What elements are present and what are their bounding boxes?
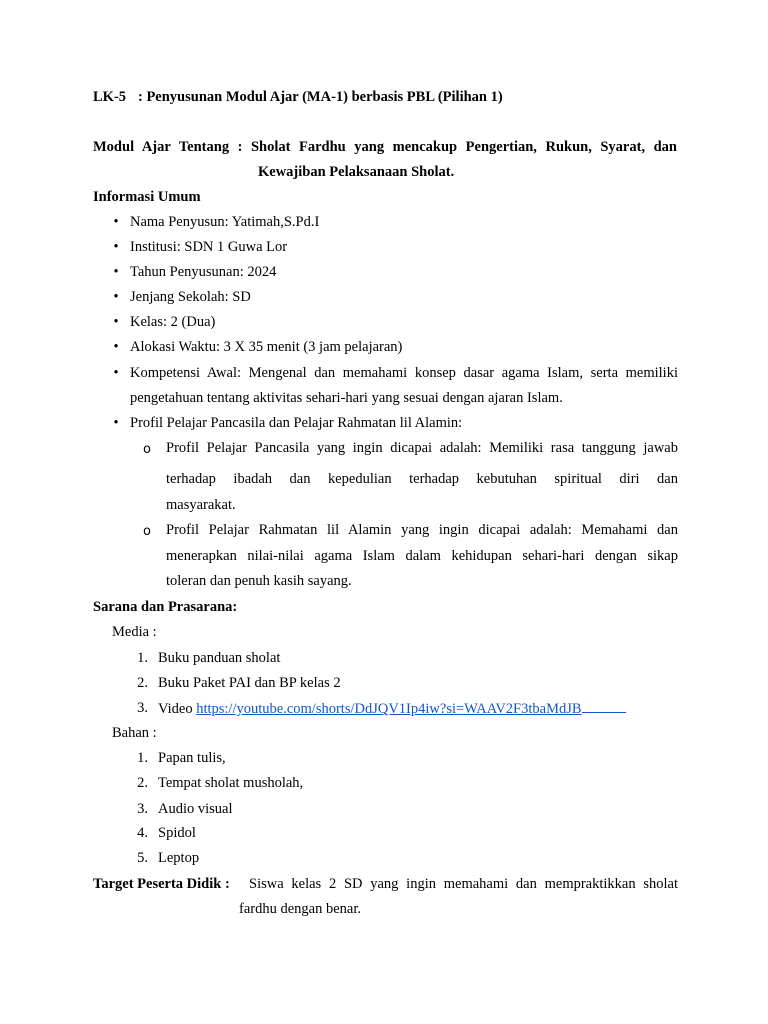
kompetensi-awal-line2: pengetahuan tentang aktivitas sehari-hari yang sesuai dengan ajaran Islam. (130, 390, 563, 406)
bahan-item: Papan tulis, (158, 750, 226, 766)
profil-heading: Profil Pelajar Pancasila dan Pelajar Rahmatan lil Alamin: (130, 415, 463, 431)
target-label: Target Peserta Didik : (93, 876, 230, 892)
target-line2: fardhu dengan benar. (239, 901, 361, 917)
list-number: 5. (137, 850, 148, 866)
list-number: 1. (137, 750, 148, 766)
info-item: Jenjang Sekolah: SD (130, 289, 251, 305)
profil-rahmatan-line3: toleran dan penuh kasih sayang. (166, 573, 352, 589)
profil-rahmatan-line1: Profil Pelajar Rahmatan lil Alamin yang ingin dicapai adalah: Memahami dan (166, 522, 678, 538)
bahan-item: Tempat sholat musholah, (158, 775, 304, 791)
circle-bullet-icon: o (143, 442, 151, 457)
info-item: Institusi: SDN 1 Guwa Lor (130, 239, 288, 255)
bahan-item: Leptop (158, 850, 200, 866)
circle-bullet-icon: o (143, 524, 151, 539)
list-number: 1. (137, 650, 148, 666)
list-number: 4. (137, 825, 148, 841)
target-line1: Siswa kelas 2 SD yang ingin memahami dan mempraktikkan sholat (249, 876, 678, 892)
module-title-line2: Kewajiban Pelaksanaan Sholat. (258, 164, 455, 180)
list-number: 3. (137, 801, 148, 817)
bullet-icon: • (113, 314, 119, 330)
info-item: Kelas: 2 (Dua) (130, 314, 216, 330)
bullet-icon: • (113, 415, 119, 431)
module-title-line1: Modul Ajar Tentang : Sholat Fardhu yang mencakup Pengertian, Rukun, Syarat, dan (93, 139, 677, 155)
bahan-item: Audio visual (158, 801, 233, 817)
bullet-icon: • (113, 239, 119, 255)
bullet-icon: • (113, 214, 119, 230)
media-item: Buku panduan sholat (158, 650, 281, 666)
lk-title: : Penyusunan Modul Ajar (MA-1) berbasis PBL (Pilihan 1) (138, 89, 503, 105)
list-number: 2. (137, 675, 148, 691)
lk-code: LK-5 (93, 89, 127, 105)
media-item: Buku Paket PAI dan BP kelas 2 (158, 675, 341, 691)
bullet-icon: • (113, 339, 119, 355)
link-underline (582, 699, 626, 713)
video-label: Video (158, 701, 193, 717)
info-item: Nama Penyusun: Yatimah,S.Pd.I (130, 214, 320, 230)
profil-rahmatan-line2: menerapkan nilai-nilai agama Islam dalam kehidupan sehari-hari dengan sikap (166, 548, 678, 564)
list-number: 2. (137, 775, 148, 791)
bahan-item: Spidol (158, 825, 196, 841)
profil-pancasila-line2: terhadap ibadah dan kepedulian terhadap kebutuhan spiritual diri dan (166, 471, 678, 487)
info-item: Alokasi Waktu: 3 X 35 menit (3 jam pelajaran) (130, 339, 403, 355)
video-link[interactable]: https://youtube.com/shorts/DdJQV1Ip4iw?si=WAAV2F3tbaMdJB (196, 701, 582, 717)
info-item: Tahun Penyusunan: 2024 (130, 264, 277, 280)
section-heading-sarana: Sarana dan Prasarana: (93, 599, 238, 615)
section-heading-informasi-umum: Informasi Umum (93, 189, 201, 205)
bahan-label: Bahan : (112, 725, 157, 741)
bullet-icon: • (113, 264, 119, 280)
profil-pancasila-line1: Profil Pelajar Pancasila yang ingin dicapai adalah: Memiliki rasa tanggung jawab (166, 440, 678, 456)
kompetensi-awal-line1: Kompetensi Awal: Mengenal dan memahami konsep dasar agama Islam, serta memiliki (130, 365, 678, 381)
media-label: Media : (112, 624, 157, 640)
bullet-icon: • (113, 365, 119, 381)
bullet-icon: • (113, 289, 119, 305)
media-item-video (158, 699, 626, 718)
profil-pancasila-line3: masyarakat. (166, 497, 236, 513)
list-number: 3. (137, 700, 148, 716)
